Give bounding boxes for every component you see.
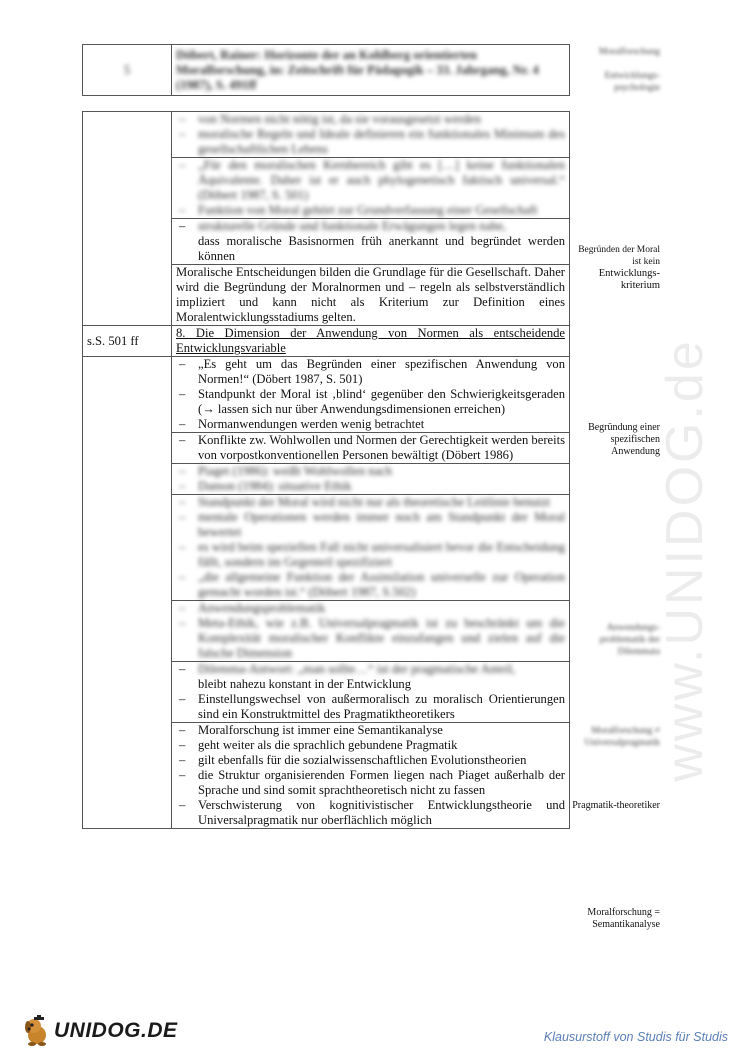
table-cell xyxy=(172,112,570,158)
list-item: – Meta-Ethik, wie z.B. Universalpragmatik ist zu beschränkt um die Komplexität moralischer Konflikte einzufangen und zielen auf die falsche Dimension xyxy=(176,616,565,661)
section-heading: 8. Die Dimension der Anwendung von Normen als entscheidende Entwicklungsvariable xyxy=(176,326,565,355)
margin-note: Begründen der Moral ist kein Entwicklungs-kriterium xyxy=(578,245,660,291)
table-cell xyxy=(172,601,570,662)
table-cell xyxy=(172,158,570,219)
list-item-text: bleibt nahezu konstant in der Entwicklung xyxy=(198,677,411,691)
list-item: – Normanwendungen werden wenig betrachtet xyxy=(176,417,565,432)
table-row xyxy=(83,357,570,433)
notes-table xyxy=(82,111,570,829)
table-cell xyxy=(172,433,570,464)
list-item: – „Für den moralischen Kernbereich gibt es […] keine funktionalen Äquivalente. Daher ist er auch phylogenetisch faktisch universal.“ (Döbert 1987, S. 501) xyxy=(176,158,565,203)
list-item: – strukturelle Gründe und funktionale Erwägungen legen nahe, xyxy=(198,219,507,233)
list-item: – „Es geht um das Begründen einer spezifischen Anwendung von Normen!“ (Döbert 1987, S. 501) xyxy=(176,357,565,387)
list-item: – Verschwisterung von kognitivistischer Entwicklungstheorie und Universalpragmatik nur oberflächlich möglich xyxy=(176,798,565,828)
list-item: – Konflikte zw. Wohlwollen und Normen der Gerechtigkeit werden bereits von vorpostkonventionellen Personen bewältigt (Döbert 1986) xyxy=(176,433,565,463)
table-cell xyxy=(172,662,570,723)
margin-note: Begründung einer spezifischen Anwendung xyxy=(588,422,660,457)
table-cell xyxy=(172,219,570,265)
table-cell xyxy=(172,723,570,829)
table-row xyxy=(83,326,570,357)
dog-mascot-icon xyxy=(22,1015,52,1047)
table-row xyxy=(83,112,570,158)
list-item-text: dass moralische Basisnormen früh anerkannt und begründet werden können xyxy=(198,234,565,263)
page-ref: s.S. 501 ff xyxy=(83,326,172,357)
citation-header-table xyxy=(82,44,570,96)
list-item: – es wird beim speziellen Fall nicht universalisiert bevor die Entscheidung fällt, sondern im Gegenteil spezifiziert xyxy=(176,540,565,570)
page-ref-cell xyxy=(83,112,172,326)
margin-note: Moralforschung ≠ Universalpragmatik xyxy=(584,726,660,748)
list-item: – gilt ebenfalls für die sozialwissenschaftlichen Evolutionstheorien xyxy=(176,753,565,768)
list-item: – moralische Regeln und Ideale definieren ein funktionales Minimum des gesellschaftlichen Lebens xyxy=(176,127,565,157)
watermark: www.UNIDOG.de xyxy=(656,338,714,782)
list-item: – Einstellungswechsel von außermoralisch zu moralisch Orientierungen sind ein Konstruktmittel des Pragmatiktheoretikers xyxy=(176,692,565,722)
margin-note: Anwendungs-problematik der Dilemmata xyxy=(599,623,660,657)
entry-number: 5 xyxy=(83,45,172,96)
header-tag-2: Entwicklungs-psychologie xyxy=(604,71,660,93)
list-item: – die Struktur organisierenden Formen liegen nach Piaget außerhalb der Sprache und sind somit sprachtheoretisch nicht zu fassen xyxy=(176,768,565,798)
header-tag-1: Moralforschung xyxy=(598,47,660,57)
table-cell xyxy=(172,357,570,433)
list-item: – Funktion von Moral gehört zur Grundverfassung einer Gesellschaft xyxy=(176,203,565,218)
unidog-logo xyxy=(22,1013,178,1049)
list-item: – Moralforschung ist immer eine Semantikanalyse xyxy=(176,723,565,738)
table-cell xyxy=(172,265,570,326)
list-item: – geht weiter als die sprachlich gebundene Pragmatik xyxy=(176,738,565,753)
list-item: – Standpunkt der Moral wird nicht nur als theoretische Leitlinie benutzt xyxy=(176,495,565,510)
list-item: – Piaget (1986): weißt Wohlwollen nach xyxy=(176,464,565,479)
citation-text: Döbert, Rainer: Horizonte der an Kohlberg orientierten Moralforschung, in: Zeitschrift für Pädagogik – 33. Jahrgang, Nr. 4 (1987), S. 491ff xyxy=(172,45,570,96)
margin-note: Moralforschung = Semantikanalyse xyxy=(587,907,660,930)
paragraph: Moralische Entscheidungen bilden die Grundlage für die Gesellschaft. Daher wird die Begründung der Moralnormen und – regeln als selbstverständlich impliziert und kann nicht als Kriterium zur Definition eines Moralentwicklungsstadiums gelten. xyxy=(176,265,565,324)
logo-text: UNIDOG.DE xyxy=(54,1019,178,1042)
tagline: Klausurstoff von Studis für Studis xyxy=(543,1030,728,1044)
margin-note: Pragmatik-theoretiker xyxy=(572,800,660,811)
list-item: – Anwendungsproblematik xyxy=(176,601,565,616)
list-item: – Standpunkt der Moral ist ‚blind‘ gegenüber den Schwierigkeitsgeraden (→ lassen sich nur über Anwendungsdimensionen erreichen) xyxy=(176,387,565,417)
list-item: – Damon (1984): situative Ethik xyxy=(176,479,565,494)
list-item: – mentale Operationen werden immer noch am Standpunkt der Moral bewertet xyxy=(176,510,565,540)
list-item: – Dilemma-Antwort: „man sollte…“ ist der pragmatische Anteil, xyxy=(198,662,516,676)
page-ref-cell xyxy=(83,357,172,829)
list-item: – „die allgemeine Funktion der Assimilation universelle zur Operation gemacht worden ist.“ (Döbert 1987, S.502) xyxy=(176,570,565,600)
section-heading-cell xyxy=(172,326,570,357)
list-item: – von Normen nicht nötig ist, da sie vorausgesetzt werden xyxy=(176,112,565,127)
table-cell xyxy=(172,495,570,601)
table-cell xyxy=(172,464,570,495)
